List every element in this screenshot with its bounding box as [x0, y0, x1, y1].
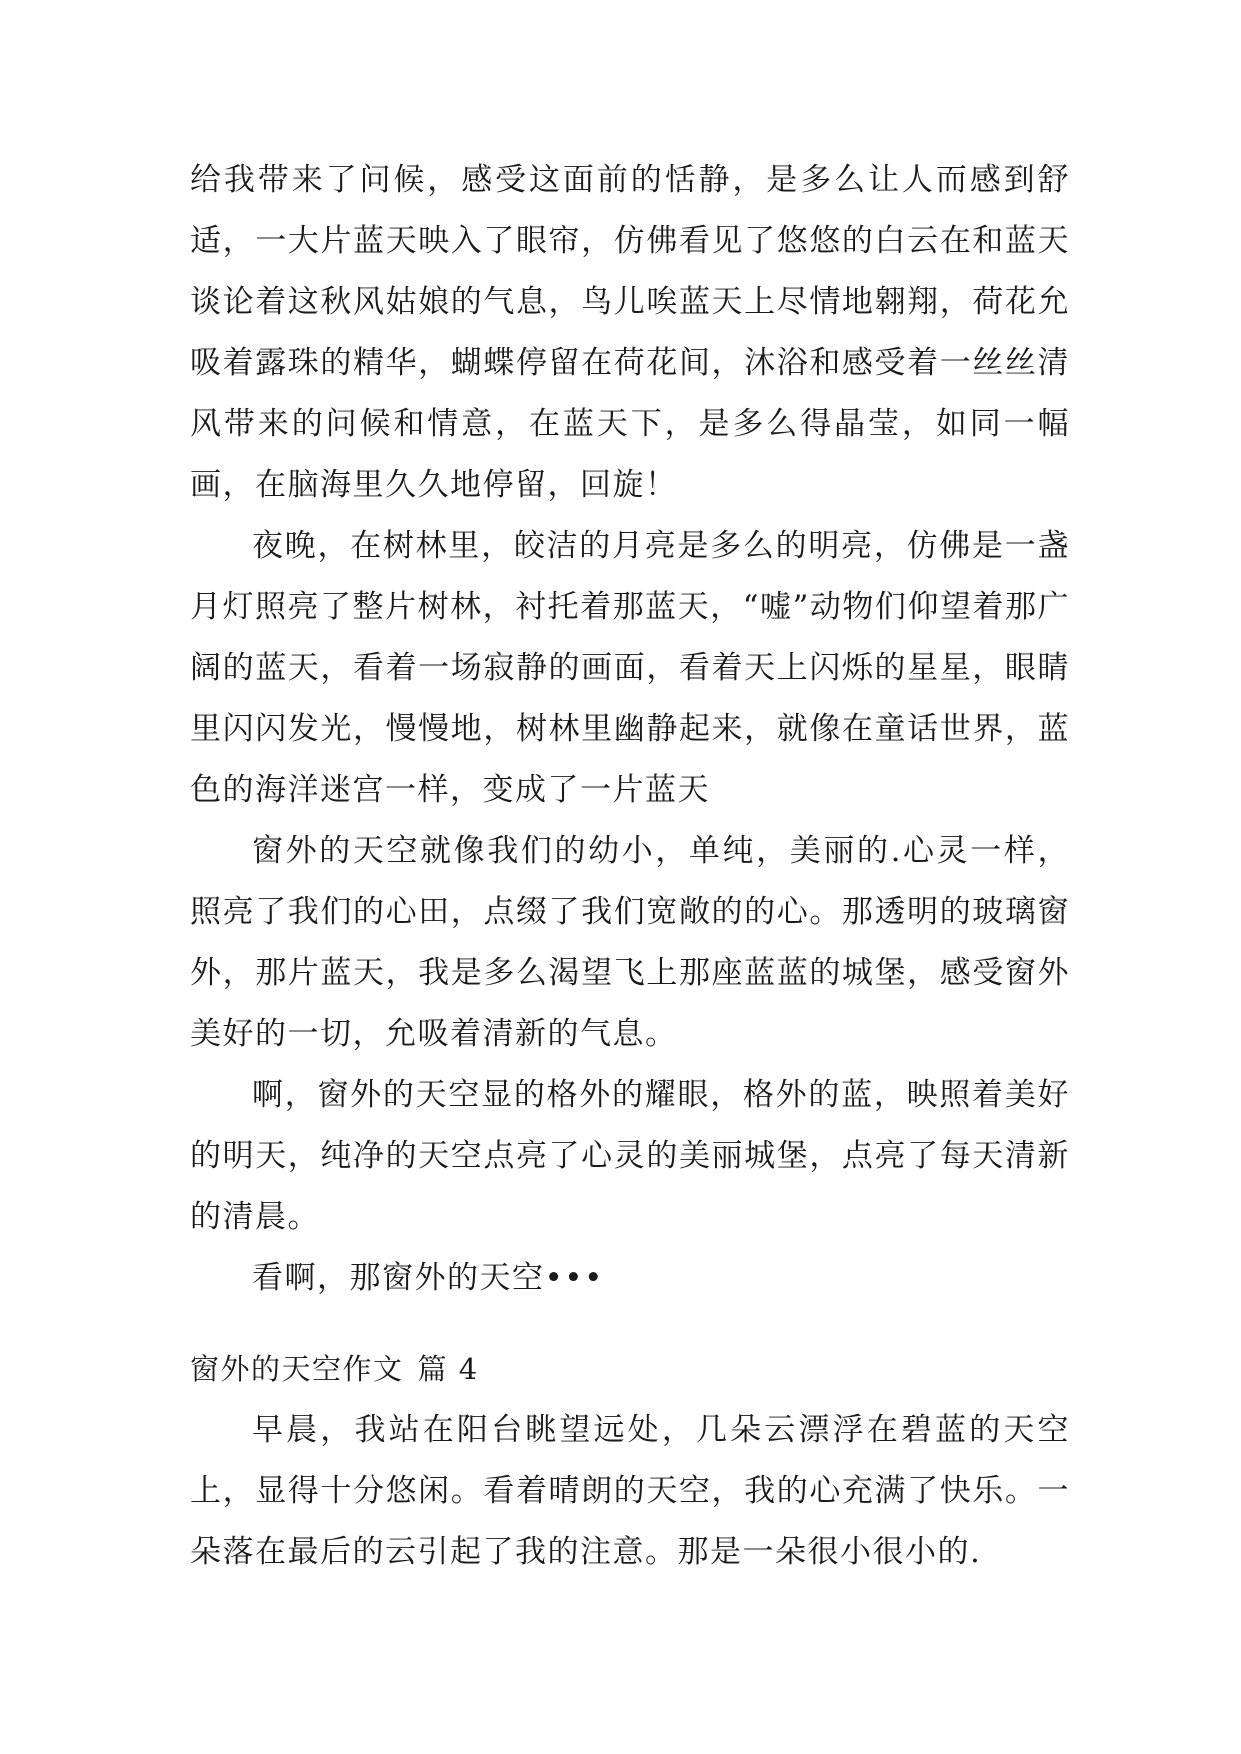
section-heading-title: 窗外的天空作文: [190, 1352, 404, 1386]
section-heading-part: 篇 4: [417, 1352, 479, 1386]
document-body: [190, 150, 1070, 1583]
paragraph-4: 啊，窗外的天空显的格外的耀眼，格外的蓝，映照着美好的明天，纯净的天空点亮了心灵的美丽城堡，点亮了每天清新的清晨。: [190, 1077, 1070, 1235]
paragraph-5: 看啊，那窗外的天空•••: [252, 1260, 604, 1296]
paragraph-3: 窗外的天空就像我们的幼小，单纯，美丽的.心灵一样，照亮了我们的心田，点缀了我们宽敞的的心。那透明的玻璃窗外，那片蓝天，我是多么渴望飞上那座蓝蓝的城堡，感受窗外美好的一切，允吸着清新的气息。: [190, 833, 1070, 1052]
section-heading: [190, 1339, 1070, 1400]
paragraph-6: 早晨，我站在阳台眺望远处，几朵云漂浮在碧蓝的天空上，显得十分悠闲。看着晴朗的天空，我的心充满了快乐。一朵落在最后的云引起了我的注意。那是一朵很小很小的.: [190, 1412, 1070, 1570]
paragraph-1: 给我带来了问候，感受这面前的恬静，是多么让人而感到舒适，一大片蓝天映入了眼帘，仿佛看见了悠悠的白云在和蓝天谈论着这秋风姑娘的气息，鸟儿唉蓝天上尽情地翱翔，荷花允吸着露珠的精华，蝴蝶停留在荷花间，沐浴和感受着一丝丝清风带来的问候和情意，在蓝天下，是多么得晶莹，如同一幅画，在脑海里久久地停留，回旋！: [190, 162, 1070, 503]
paragraph-2: 夜晚，在树林里，皎洁的月亮是多么的明亮，仿佛是一盏月灯照亮了整片树林，衬托着那蓝天，“嘘”动物们仰望着那广阔的蓝天，看着一场寂静的画面，看着天上闪烁的星星，眼睛里闪闪发光，慢慢地，树林里幽静起来，就像在童话世界，蓝色的海洋迷宫一样，变成了一片蓝天: [190, 528, 1070, 808]
